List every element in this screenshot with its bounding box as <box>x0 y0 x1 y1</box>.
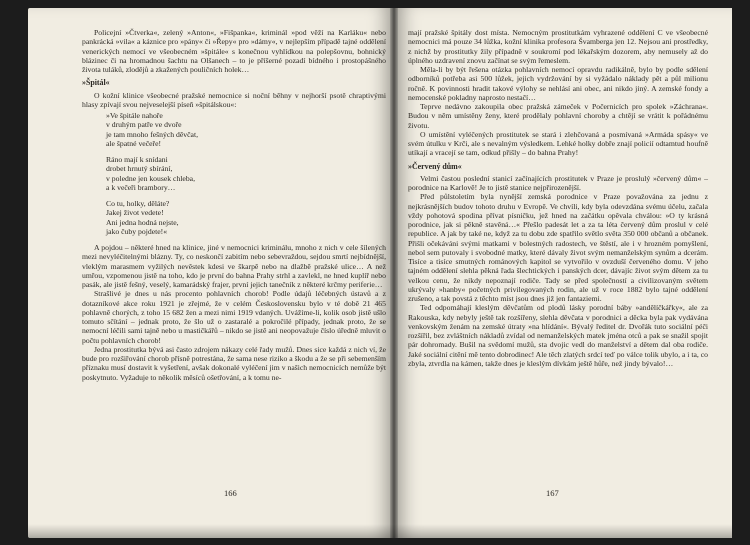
poem-line: »Ve špitále nahoře <box>106 111 163 120</box>
page-number-right: 167 <box>546 488 559 498</box>
right-page-text <box>408 28 708 368</box>
poem-line: v poledne jen kousek chleba, <box>106 173 196 183</box>
poem-line: Ráno mají k snídani <box>106 155 168 164</box>
right-page <box>394 8 732 538</box>
right-paragraph-4: O umístění vyléčených prostitutek se stará i zlehčovaná a posmívaná »Armáda spásy« ve svém útulku v Krči, ale s nevalným výsledkem. Lehké holky dobře znají policií odtamtud houfně utíkají a vracejí se tam, odkud přišly – do bahna Prahy! <box>408 129 708 158</box>
poem-stanza <box>106 155 386 192</box>
poem-line: ale špatné večeře! <box>106 138 162 148</box>
poem-line: jako čuby pojdete!« <box>106 226 168 236</box>
poem-line: v druhým patře ve dvoře <box>106 120 182 130</box>
poem-stanza <box>106 111 386 148</box>
poem-line: drobet hrnutý sbírání, <box>106 164 173 174</box>
right-paragraph-1: mají pražské špitály dost místa. Nemocným prostitutkám vyhrazené oddělení C ve všeobecné nemocnici má pouze 34 lůžka, kožní klinika profesora Švamberga jen 12. Nejsou ani prostředky, z nichž by prostitutky žily případně v soukromí pod lékařským dozorem, aby nemusely až do úplného uzdravení znovu začínat se svým řemeslem. <box>408 28 708 65</box>
right-paragraph-5: Velmi častou poslední stanicí začínajících prostitutek v Praze je proslulý »červený dům« – porodnice na Karlově! Je to jistě stanice nejpřirozenější. <box>408 173 708 192</box>
poem-line: Ani jedna hodná nejste, <box>106 217 179 227</box>
left-paragraph-3: Strašlivé je dnes u nás procento pohlavních chorob! Podle údajů léčebných ústavů a z dotazníkové akce roku 1921 je zřejmé, že v celém Československu bylo v té době 21 465 pohlavně chorých, z toho 15 682 žen a mezi nimi 1919 vdaných. Uvážíme-li, kolik osob jistě ušlo tomuto sčítání – jednak proto, že šlo už o zastaralé a pokročilé případy, jednak proto, že se nemocní léčili sami tajně nebo u mastičkářů – nikdo se jistě ani neopovažuje číslo úředně mluvit o počtu pohlavních chorob! <box>82 289 386 345</box>
poem-line: Co tu, holky, děláte? <box>106 199 170 208</box>
page-edge-shadow <box>394 524 732 538</box>
poem-line: je tam mnoho fešných děvčat, <box>106 129 199 139</box>
poem-line: Jakej život vedete! <box>106 208 164 218</box>
poem-stanza <box>106 199 386 236</box>
right-paragraph-7: Ted odpomáhají kleslým děvčatům od plodů lásky porodní báby »andělíčkářky«, ale za Rakouska, kdy nebyly ještě tak rozšířeny, slehla děvčata v porodnici a děcka byla pak vydávána venkovským ženám na zemské útraty »na hlídání«. Bývalý ředitel dr. Dvořák tuto sociální péči rozšířil, bez zvláštních nákladů zvídal od nemanželských matek jména otců a pak se snažil spojit pár dohromady. Bušil na svědomí mužů, sta dvojic vedl do manželství a dětem dal oba rodiče. Jaké sociální citění mě tento dobrodinec! Ale těch zlatých srdcí teď po válce tolik ubylo, a i ta, co zbyla, ztvrdla na kámen, takže dnes je kleslým dívkám ještě hůře, než jindy bývalo!… <box>408 303 708 368</box>
right-paragraph-6: Před půlstoletím byla nynější zemská porodnice v Praze považována za jednu z nejkrásnějších budov tohoto druhu v Evropě. Ve chvíli, kdy byla odevzdána svému účelu, začala vždy pohotová spodina přívat písničku, jež hned na začátku opěvala chválou: »O ty krásná porodnice, jak si pěkně stavěná…« Přešlo padesát let a za ta léta červený dům proslul v celé republice. A jak by také ne, když za tu dobu zde spatřilo světlo světa 350 000 občanů a občanek. Přišli očekáváni svými matkami v bolestných radostech, ve štěstí, ale i v hrozném pomyšlení, nebol sem putovaly i svobodné matky, které dávaly život svým nemanželským synům a dcerám. Tisíce a tisíce smutných románových kapitol se vytvořilo v ovzduší červeného domu. V jeho tajném oddělení slehla pěkná řada šlechtických i panských dcer, dávajíc život svým dětem za tu velkou cenu, že nikdy nepoznají rodiče. Tady se před společností a civilizovaným světem ukrývaly »hanby« početných privilegovaných rodin, ale už v roce 1882 bylo tajné oddělení zrušeno, a tak povstá z těchto míst jsou dnes již jen fantaziemi. <box>408 192 708 303</box>
poem-line: a k večeři brambory… <box>106 182 176 192</box>
right-paragraph-3: Teprve nedávno zakoupila obec pražská zámeček v Počernicích pro spolek »Záchrana«. Budou v něm umístěny ženy, které prodělaly pohlavní choroby a chtějí se vrátit k pořádnému životu. <box>408 102 708 130</box>
section-heading-spital: »Špitál« <box>82 78 110 88</box>
left-intro-paragraph: O kožní klinice všeobecné pražské nemocnice si noční běhny v nejhorší psotě chraptivými hlasy zpívají svou nejveselejší píseň »špitálskou«: <box>82 90 386 109</box>
right-paragraph-2: Měla-li by být řešena otázka pohlavních nemocí opravdu radikálně, bylo by podle sdělení odborníků potřeba asi 500 lůžek, jejich vydržování by si vyžádalo náklady pět a půl milionu ročně. K povinnosti hradit takové výlohy se nehlásí ani obec, ani nikdo jiný. A zemské fondy a nemocenské pokladny naprosto nestačí… <box>408 65 708 102</box>
left-page <box>28 8 394 538</box>
page-number-left: 166 <box>224 488 237 498</box>
left-paragraph-1: Policejní »Čtverka«, zelený »Anton«, »Fišpanka«, kriminál »pod věží na Karláku« nebo pankrácká »vila« a káznice pro »pány« či »Řepy« pro »dámy«, v nejlepším případě tajné oddělení venerických nemocí ve všeobecném »špitále« s konečnou vyhlídkou na polepšovnu, bohnický blázinec či na hromadnou šachtu na Olšanech – to je příšerné pozadí bídného i prostopášného života tuláků, zlodějů a zkažených pouličních holek… <box>82 28 386 74</box>
left-paragraph-2: A pojdou – některé hned na klinice, jiné v nemocnici kriminálu, mnoho z nich v cele šílených mezi nevyléčitelnými blázny. Ty, co neskončí zabitím nebo sebevraždou, sejdou smrtí nejbídnější, vleklým marasmem vyžilých nevěstek kdesi ve škarpě nebo na dlažbě pražské ulice… A než umřou, vzpomenou jistě na toho, kdo je první do bahna Prahy strhl a zavlekl, ne hned kuplíř nebo pasák, ale jistě fešný, veselý, kamarádský frajer, první jejich tanečník z některé krčmy periferie… <box>82 243 386 289</box>
section-heading-cerveny-dum: »Červený dům« <box>408 161 462 171</box>
left-paragraph-4: Jedna prostitutka bývá asi často zdrojem nákazy celé řady mužů. Dnes sice každá z nich ví, že bude pro rozšiřování chorob přísně potrestána, že sama nese riziko a škodu a že se při sebemenším příznaku musí dostavit k vyšetření, avšak dokonalé vyléčení jim v našich nemocnicích nemůže být poskytnuto. Vyžaduje to několik měsíců ošetřování, a k tomu ne- <box>82 344 386 382</box>
book-gutter <box>390 8 398 538</box>
left-page-text <box>82 28 386 382</box>
song-poem <box>106 111 386 236</box>
page-edge-shadow <box>28 524 394 538</box>
